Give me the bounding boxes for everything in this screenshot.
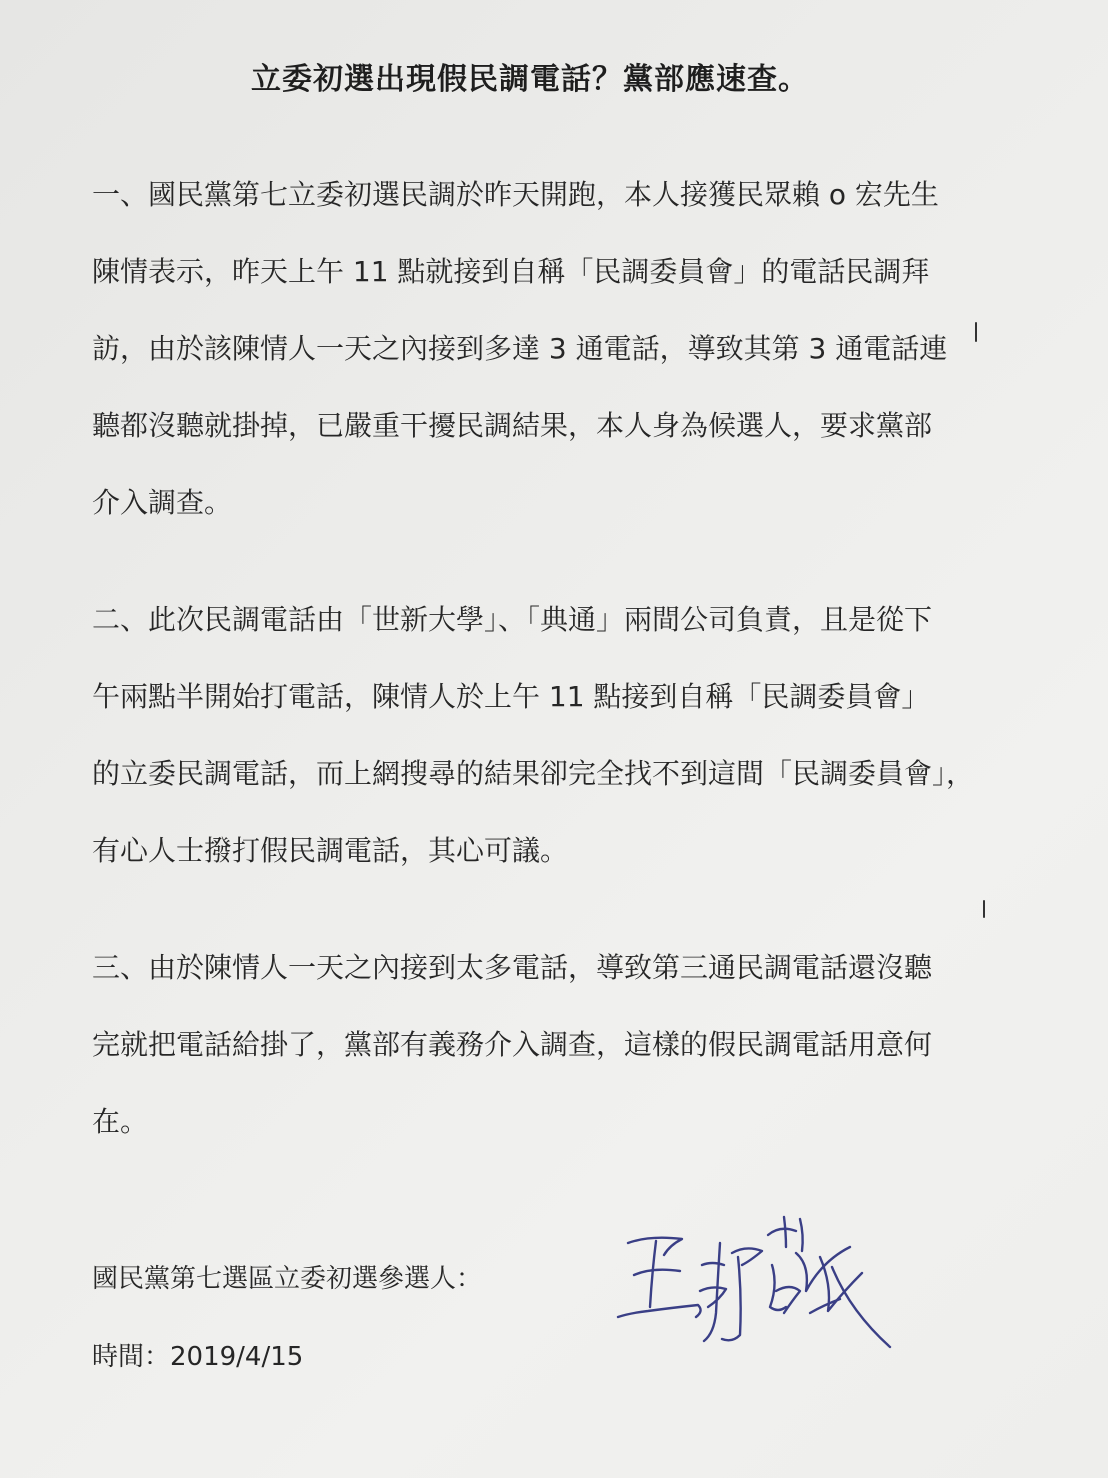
document-footer xyxy=(92,1240,592,1396)
paragraph-line: 二、此次民調電話由「世新大學」、「典通」兩間公司負責，且是從下 xyxy=(92,603,933,636)
paragraph-line: 的立委民調電話，而上網搜尋的結果卻完全找不到這間「民調委員會」， xyxy=(92,757,975,790)
paragraph-line: 午兩點半開始打電話，陳情人於上午 11 點接到自稱「民調委員會」 xyxy=(92,680,930,713)
paragraph-1 xyxy=(92,156,1052,541)
paragraph-line: 有心人士撥打假民調電話，其心可議。 xyxy=(92,834,569,867)
stray-mark xyxy=(975,322,977,342)
paragraph-line: 訪，由於該陳情人一天之內接到多達 3 通電話，導致其第 3 通電話連 xyxy=(92,332,948,365)
stray-mark xyxy=(983,900,985,918)
paragraph-line: 完就把電話給掛了，黨部有義務介入調查，這樣的假民調電話用意何 xyxy=(92,1028,933,1061)
paragraph-line: 介入調查。 xyxy=(92,486,233,519)
document-body xyxy=(92,156,1052,1160)
paragraph-2 xyxy=(92,581,1052,889)
paragraph-line: 三、由於陳情人一天之內接到太多電話，導致第三通民調電話還沒聽 xyxy=(92,951,933,984)
handwritten-signature-icon xyxy=(600,1195,900,1380)
paragraph-line: 陳情表示，昨天上午 11 點就接到自稱「民調委員會」的電話民調拜 xyxy=(92,255,930,288)
paragraph-line: 一、國民黨第七立委初選民調於昨天開跑，本人接獲民眾賴 o 宏先生 xyxy=(92,178,939,211)
paragraph-3 xyxy=(92,929,1052,1160)
date-line: 時間：2019/4/15 xyxy=(92,1342,304,1372)
paragraph-line: 在。 xyxy=(92,1105,149,1138)
document-title: 立委初選出現假民調電話？黨部應速查。 xyxy=(251,62,809,97)
candidate-label: 國民黨第七選區立委初選參選人： xyxy=(92,1264,483,1294)
paragraph-line: 聽都沒聽就掛掉，已嚴重干擾民調結果，本人身為候選人，要求黨部 xyxy=(92,409,933,442)
